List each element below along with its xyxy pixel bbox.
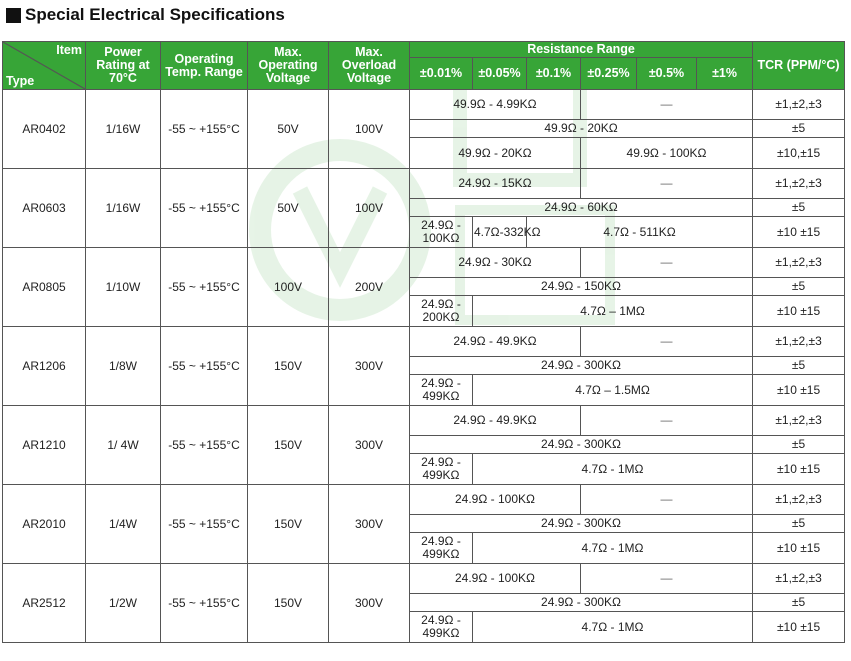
resistance-na-cell: — bbox=[581, 90, 753, 120]
tcr-cell: ±5 bbox=[753, 278, 845, 296]
tcr-header: TCR (PPM/°C) bbox=[753, 42, 845, 90]
type-cell: AR2512 bbox=[3, 564, 86, 643]
page-title bbox=[6, 4, 285, 26]
op-voltage-cell: 150V bbox=[248, 406, 329, 485]
tcr-cell: ±5 bbox=[753, 594, 845, 612]
op-voltage-header: Max. Operating Voltage bbox=[248, 42, 329, 90]
ov-voltage-cell: 100V bbox=[329, 169, 410, 248]
resistance-cell: 4.7Ω-332KΩ bbox=[473, 217, 527, 248]
resistance-na-cell: — bbox=[581, 327, 753, 357]
resistance-cell: 4.7Ω - 1MΩ bbox=[473, 612, 753, 643]
resistance-cell: 24.9Ω - 30KΩ bbox=[410, 248, 581, 278]
tcr-cell: ±5 bbox=[753, 199, 845, 217]
tcr-cell: ±1,±2,±3 bbox=[753, 248, 845, 278]
tcr-cell: ±5 bbox=[753, 515, 845, 533]
op-voltage-cell: 50V bbox=[248, 90, 329, 169]
resistance-cell: 24.9Ω - 499KΩ bbox=[410, 612, 473, 643]
table-row bbox=[3, 485, 845, 515]
tcr-cell: ±1,±2,±3 bbox=[753, 169, 845, 199]
table-row bbox=[3, 406, 845, 436]
tcr-cell: ±1,±2,±3 bbox=[753, 406, 845, 436]
resistance-cell: 24.9Ω - 200KΩ bbox=[410, 296, 473, 327]
temp-cell: -55 ~ +155°C bbox=[161, 485, 248, 564]
resistance-cell: 24.9Ω - 300KΩ bbox=[410, 515, 753, 533]
square-bullet-icon bbox=[6, 8, 21, 23]
op-voltage-cell: 150V bbox=[248, 564, 329, 643]
resistance-na-cell: — bbox=[581, 169, 753, 199]
resistance-cell: 4.7Ω - 1MΩ bbox=[473, 533, 753, 564]
resistance-cell: 24.9Ω - 300KΩ bbox=[410, 357, 753, 375]
tolerance-header: ±0.01% bbox=[410, 58, 473, 90]
power-cell: 1/4W bbox=[86, 485, 161, 564]
tcr-cell: ±10 ±15 bbox=[753, 296, 845, 327]
table-row bbox=[3, 90, 845, 120]
type-cell: AR2010 bbox=[3, 485, 86, 564]
type-cell: AR0402 bbox=[3, 90, 86, 169]
type-cell: AR0603 bbox=[3, 169, 86, 248]
op-voltage-cell: 150V bbox=[248, 327, 329, 406]
power-header: Power Rating at 70°C bbox=[86, 42, 161, 90]
resistance-cell: 4.7Ω – 1MΩ bbox=[473, 296, 753, 327]
tcr-cell: ±1,±2,±3 bbox=[753, 90, 845, 120]
tolerance-header: ±0.25% bbox=[581, 58, 637, 90]
resistance-cell: 24.9Ω - 499KΩ bbox=[410, 454, 473, 485]
resistance-cell: 4.7Ω - 1MΩ bbox=[473, 454, 753, 485]
resistance-cell: 4.7Ω – 1.5MΩ bbox=[473, 375, 753, 406]
tolerance-header: ±0.1% bbox=[527, 58, 581, 90]
resistance-cell: 24.9Ω - 300KΩ bbox=[410, 594, 753, 612]
temp-cell: -55 ~ +155°C bbox=[161, 406, 248, 485]
ov-voltage-cell: 300V bbox=[329, 406, 410, 485]
resistance-cell: 24.9Ω - 60KΩ bbox=[410, 199, 753, 217]
tcr-cell: ±10 ±15 bbox=[753, 375, 845, 406]
type-cell: AR1210 bbox=[3, 406, 86, 485]
temp-cell: -55 ~ +155°C bbox=[161, 248, 248, 327]
op-voltage-cell: 150V bbox=[248, 485, 329, 564]
tcr-cell: ±1,±2,±3 bbox=[753, 327, 845, 357]
spec-table bbox=[2, 41, 845, 643]
ov-voltage-cell: 300V bbox=[329, 327, 410, 406]
resistance-cell: 24.9Ω - 499KΩ bbox=[410, 375, 473, 406]
table-row bbox=[3, 327, 845, 357]
type-cell: AR0805 bbox=[3, 248, 86, 327]
ov-voltage-cell: 200V bbox=[329, 248, 410, 327]
power-cell: 1/16W bbox=[86, 90, 161, 169]
resistance-cell: 24.9Ω - 100KΩ bbox=[410, 485, 581, 515]
type-label: Type bbox=[6, 74, 35, 88]
power-cell: 1/16W bbox=[86, 169, 161, 248]
tolerance-header: ±0.5% bbox=[637, 58, 697, 90]
resistance-cell: 24.9Ω - 300KΩ bbox=[410, 436, 753, 454]
op-voltage-cell: 50V bbox=[248, 169, 329, 248]
tcr-cell: ±10 ±15 bbox=[753, 454, 845, 485]
tcr-cell: ±5 bbox=[753, 436, 845, 454]
resistance-cell: 49.9Ω - 100KΩ bbox=[581, 138, 753, 169]
resistance-na-cell: — bbox=[581, 406, 753, 436]
ov-voltage-cell: 300V bbox=[329, 485, 410, 564]
power-cell: 1/10W bbox=[86, 248, 161, 327]
temp-cell: -55 ~ +155°C bbox=[161, 169, 248, 248]
resistance-cell: 49.9Ω - 20KΩ bbox=[410, 138, 581, 169]
resistance-cell: 24.9Ω - 150KΩ bbox=[410, 278, 753, 296]
tolerance-header: ±1% bbox=[697, 58, 753, 90]
ov-voltage-cell: 300V bbox=[329, 564, 410, 643]
resistance-cell: 24.9Ω - 100KΩ bbox=[410, 217, 473, 248]
item-type-header bbox=[3, 42, 86, 90]
resistance-cell: 4.7Ω - 511KΩ bbox=[527, 217, 753, 248]
tolerance-header: ±0.05% bbox=[473, 58, 527, 90]
resistance-na-cell: — bbox=[581, 564, 753, 594]
resistance-cell: 24.9Ω - 49.9KΩ bbox=[410, 327, 581, 357]
temp-cell: -55 ~ +155°C bbox=[161, 564, 248, 643]
table-row bbox=[3, 248, 845, 278]
tcr-cell: ±10 ±15 bbox=[753, 533, 845, 564]
resistance-cell: 24.9Ω - 49.9KΩ bbox=[410, 406, 581, 436]
temp-header: Operating Temp. Range bbox=[161, 42, 248, 90]
resistance-range-header: Resistance Range bbox=[410, 42, 753, 58]
tcr-cell: ±5 bbox=[753, 120, 845, 138]
tcr-cell: ±10 ±15 bbox=[753, 612, 845, 643]
op-voltage-cell: 100V bbox=[248, 248, 329, 327]
resistance-na-cell: — bbox=[581, 248, 753, 278]
resistance-cell: 49.9Ω - 20KΩ bbox=[410, 120, 753, 138]
ov-voltage-cell: 100V bbox=[329, 90, 410, 169]
power-cell: 1/8W bbox=[86, 327, 161, 406]
resistance-cell: 24.9Ω - 499KΩ bbox=[410, 533, 473, 564]
resistance-cell: 24.9Ω - 15KΩ bbox=[410, 169, 581, 199]
temp-cell: -55 ~ +155°C bbox=[161, 327, 248, 406]
power-cell: 1/ 4W bbox=[86, 406, 161, 485]
tcr-cell: ±10,±15 bbox=[753, 138, 845, 169]
item-label: Item bbox=[56, 43, 82, 57]
resistance-na-cell: — bbox=[581, 485, 753, 515]
ov-voltage-header: Max. Overload Voltage bbox=[329, 42, 410, 90]
tcr-cell: ±5 bbox=[753, 357, 845, 375]
resistance-cell: 49.9Ω - 4.99KΩ bbox=[410, 90, 581, 120]
tcr-cell: ±10 ±15 bbox=[753, 217, 845, 248]
page-title-text: Special Electrical Specifications bbox=[25, 5, 285, 24]
tcr-cell: ±1,±2,±3 bbox=[753, 564, 845, 594]
resistance-cell: 24.9Ω - 100KΩ bbox=[410, 564, 581, 594]
type-cell: AR1206 bbox=[3, 327, 86, 406]
temp-cell: -55 ~ +155°C bbox=[161, 90, 248, 169]
tcr-cell: ±1,±2,±3 bbox=[753, 485, 845, 515]
table-row bbox=[3, 564, 845, 594]
table-row bbox=[3, 169, 845, 199]
power-cell: 1/2W bbox=[86, 564, 161, 643]
